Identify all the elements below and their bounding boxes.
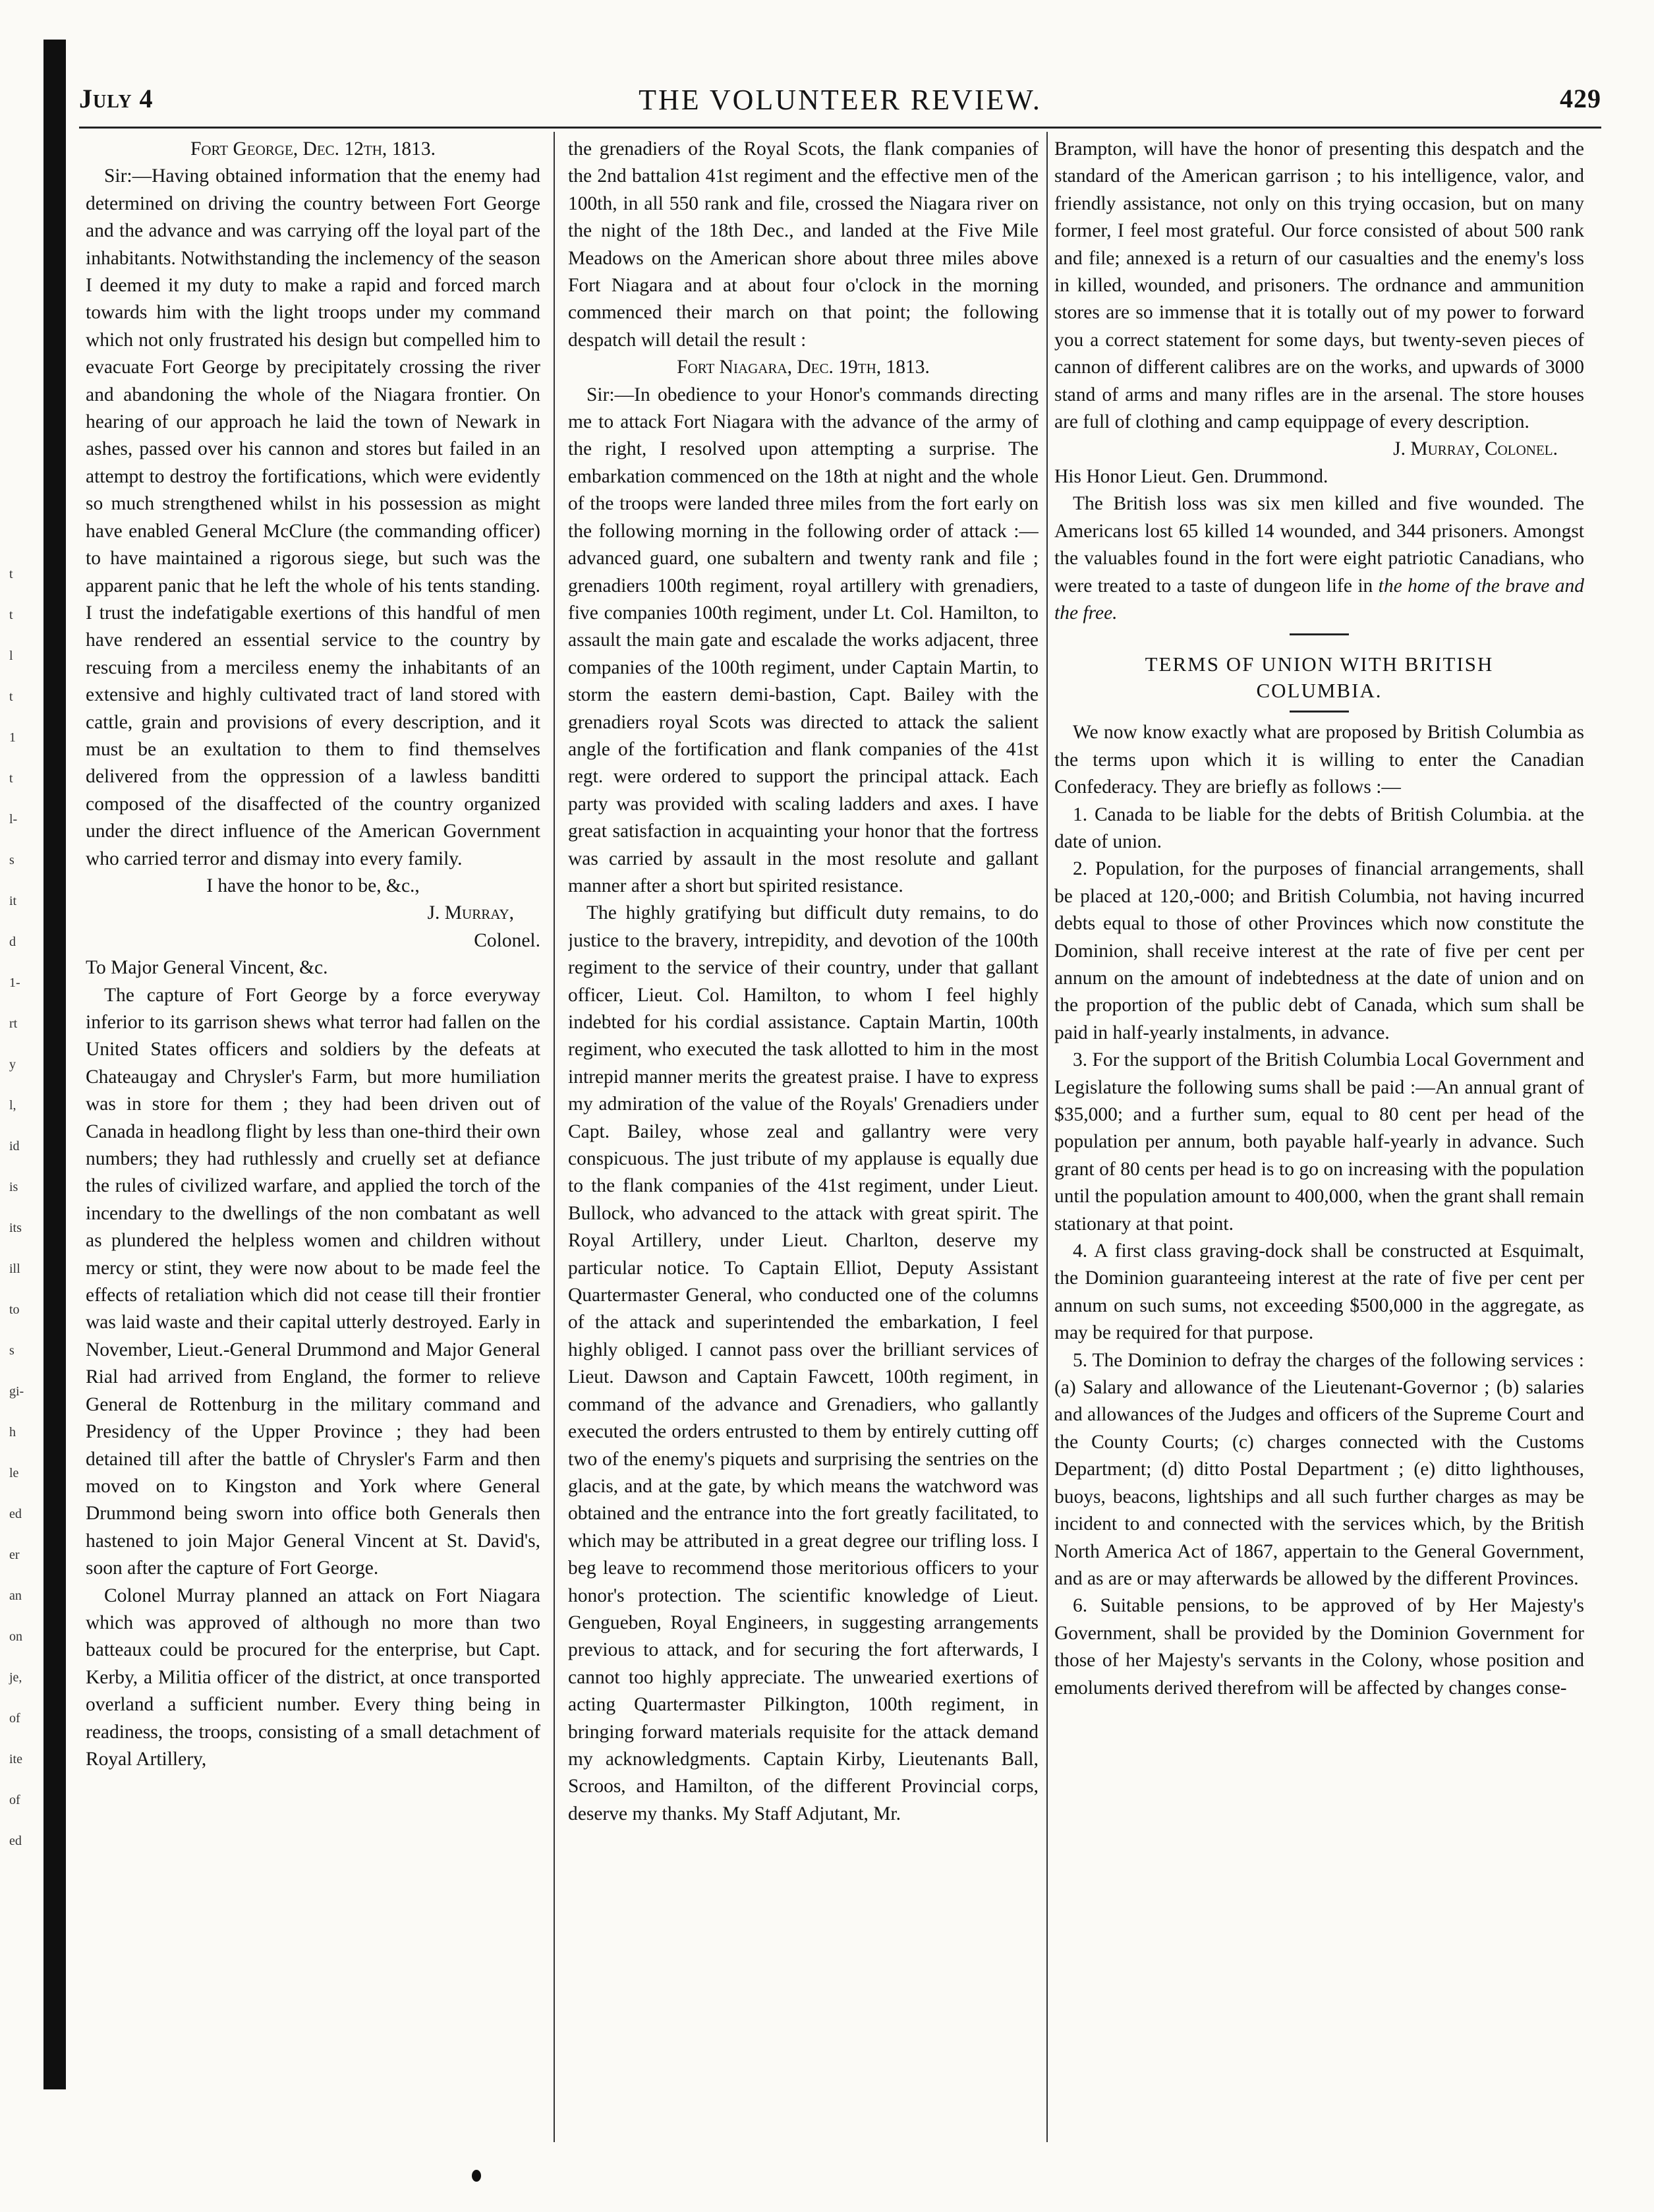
addressee: His Honor Lieut. Gen. Drummond. xyxy=(1054,465,1328,487)
ink-blot xyxy=(472,2170,481,2182)
margin-fragment: t xyxy=(9,771,13,786)
section-rule xyxy=(1290,633,1349,635)
page-number: 429 xyxy=(1560,84,1601,113)
margin-fragment: rt xyxy=(9,1016,18,1031)
margin-fragment: an xyxy=(9,1588,22,1603)
margin-fragment: je, xyxy=(9,1670,22,1685)
paragraph: The highly gratifying but difficult duty remains, to do justice to the bravery, intrepidity, and devotion of the 100th regiment to the service of their country, under that gallant officer, Lieut. Col. Hamilton, to whom I feel highly indebted for his cordial assistance. Captain Martin, 100th regiment, who executed the task allotted to him in the most intrepid manner merits the greatest praise. I have to express my admiration of the value of the Royals' Grenadiers under Capt. Bailey, whose zeal and gallantry were very conspicuous. The just tribute of my applause is equally due to the flank companies of the 41st regiment, under Lieut. Bullock, who advanced to the attack with great spirit. The Royal Artillery, under Lieut. Charlton, deserve my particular notice. To Captain Elliot, Deputy Assistant Quartermaster General, who conducted one of the columns of the attack and superintended the embarkation, I feel highly obliged. I cannot pass over the brilliant services of Lieut. Dawson and Captain Fawcett, 100th regiment, in command of the advance and Grenadiers, who gallantly executed the orders entrusted to them by entirely cutting off two of the enemy's piquets and surprising the sentries on the glacis, and at the gate, by which means the watchword was obtained and the entrance into the fort greatly facilitated, to which may be attributed in a great degree our trifling loss. I beg leave to recommend those meritorious officers to your honor's protection. The scientific knowledge of Lieut. Gengueben, Royal Engineers, in suggesting arrangements previous to attack, and for securing the fort afterwards, I cannot too highly appreciate. The unwearied exertions of acting Quartermaster Pilkington, 100th regiment, in bringing forward materials requisite for the attack demand my acknowledgments. Captain Kirby, Lieutenants Ball, Scroos, and Hamilton, of the different Provincial corps, deserve my thanks. My Staff Adjutant, Mr. xyxy=(568,902,1039,1824)
paragraph: The capture of Fort George by a force everyway inferior to its garrison shews what terror had fallen on the United States officers and soldiers by the defeats at Chateaugay and Chrysler's Farm, but more humiliation was in store for them ; they had been driven out of Canada in headlong flight by less than one-third their own numbers; they had ruthlessly and cruelly set at defiance the rules of civilized warfare, and applied the torch of the incendary to the dwellings of the non combatant as well as plundered the helpless women and children without mercy or stint, they were now about to be made feel the effects of retaliation which did not cease till their frontier was laid waste and their capital utterly destroyed. Early in November, Lieut.-General Drummond and Major General Rial had arrived from England, the former to relieve General de Rottenburg in the military command and Presidency of the Upper Province ; they had been detained till after the battle of Chrysler's Farm and then moved on to Kingston and York where General Drummond being sworn into office both Generals then hastened to join Major General Vincent at St. David's, soon after the capture of Fort George. xyxy=(86,984,540,1579)
margin-fragment: on xyxy=(9,1629,22,1644)
issue-date: July 4 xyxy=(79,84,154,113)
section-title: TERMS OF UNION WITH BRITISH xyxy=(1145,653,1494,676)
margin-fragment: l, xyxy=(9,1098,16,1113)
paragraph: Sir:—Having obtained information that the enemy had determined on driving the country between Fort George and the advance and was carrying off the loyal part of the inhabitants. Notwithstanding the inclemency of the season I deemed it my duty to make a rapid and forced march towards him with the light troops under my command which not only frustrated his design but compelled him to evacuate Fort George by precipitately crossing the river and abandoning the whole of the Niagara frontier. On hearing of our approach he laid the town of Newark in ashes, passed over his cannon and stores but failed in an attempt to destroy the fortifications, which were evidently so much strengthened whilst in his possession as might have enabled General McClure (the commanding officer) to have maintained a rigorous siege, but such was the apparent panic that he left the whole of his tents standing. I trust the indefatigable exertions of this handful of men have rendered an essential service to the country by rescuing from a merciless enemy the inhabitants of an extensive and highly cultivated tract of land stored with cattle, grain and provisions of every description, and it must be an exultation to them to find themselves delivered from the oppression of a lawless banditti composed of the disaffected of the country organized under the direct influence of the American Government who carried terror and dismay into every family. xyxy=(86,165,540,869)
signature: J. Murray, Colonel. xyxy=(1393,438,1558,460)
margin-fragment: l- xyxy=(9,812,18,827)
margin-fragment: its xyxy=(9,1221,22,1235)
margin-fragment: t xyxy=(9,567,13,581)
column-3 xyxy=(1054,136,1584,2134)
margin-fragment: of xyxy=(9,1711,20,1726)
paragraph: We now know exactly what are proposed by British Columbia as the terms upon which it is willing to enter the Canadian Confederacy. They are briefly as follows :— xyxy=(1054,722,1584,798)
term-item: 6. Suitable pensions, to be approved of by Her Majesty's Government, shall be provided by the Dominion Government for those of her Majesty's servants in the Colony, whose position and emoluments derived therefrom will be affected by changes conse- xyxy=(1054,1595,1584,1699)
margin-fragment: s xyxy=(9,853,14,867)
margin-fragment: ed xyxy=(9,1507,22,1521)
paragraph: Sir:—In obedience to your Honor's commands directing me to attack Fort Niagara with the advance of the army of the right, I resolved upon attempting a surprise. The embarkation commenced on the 18th at night and the whole of the troops were landed three miles from the fort early on the following morning in the following order of attack :—advanced guard, one subaltern and twenty rank and file ; grenadiers 100th regiment, royal artillery with grenadiers, five companies 100th regiment, under Lt. Col. Hamilton, to assault the main gate and escalade the works adjacent, three companies of the 100th regiment, under Captain Martin, to storm the eastern demi-bastion, Capt. Bailey with the grenadiers royal Scots was directed to attack the salient angle of the fortification and flank companies of the 41st regt. were ordered to support the principal attack. Each party was provided with scaling ladders and axes. I have great satisfaction in acquainting your honor that the fortress was carried by assault in the most resolute and gallant manner after a short but spirited resistance. xyxy=(568,384,1039,896)
margin-fragment: ed xyxy=(9,1834,22,1848)
paragraph-text: The British loss was six men killed and five wounded. The Americans lost 65 killed 14 wounded, and 344 prisoners. Amongst the valuables found in the fort were eight patriotic Canadians, who were treated to a taste of dungeon life in xyxy=(1054,493,1584,597)
margin-fragment: to xyxy=(9,1302,20,1317)
paragraph: Brampton, will have the honor of presenting this despatch and the standard of the American garrison ; to his intelligence, valor, and friendly assistance, not only on this trying occasion, but on many former, I feel most grateful. Our force consisted of about 500 rank and file; annexed is a return of our casualties and the enemy's loss in killed, wounded, and prisoners. The ordnance and ammunition stores are so immense that it is totally out of my power to forward you a correct statement for some days, but twenty-seven pieces of cannon of different calibres are on the works, and upwards of 3000 stand of arms and many rifles are in the arsenal. The store houses are full of clothing and camp equippage of every description. xyxy=(1054,138,1584,433)
margin-fragment: h xyxy=(9,1425,16,1440)
section-title-line-2: COLUMBIA. xyxy=(1256,679,1383,703)
signature-name: J. Murray, xyxy=(427,902,514,924)
header-rule xyxy=(79,127,1601,129)
left-margin-fragments xyxy=(0,0,43,2212)
page-header xyxy=(79,78,1601,123)
margin-fragment: ill xyxy=(9,1262,20,1276)
term-item: 1. Canada to be liable for the debts of British Columbia. at the date of union. xyxy=(1054,803,1584,852)
margin-fragment: 1- xyxy=(9,975,20,990)
margin-fragment: ite xyxy=(9,1752,22,1766)
column-1 xyxy=(86,136,540,2134)
margin-fragment: s xyxy=(9,1343,14,1358)
margin-fragment: l xyxy=(9,649,13,663)
section-rule xyxy=(1290,711,1349,713)
italic-phrase: the home of the brave and the free. xyxy=(1054,575,1584,624)
paragraph: Colonel Murray planned an attack on Fort Niagara which was approved of although no more than two batteaux could be procured for the enterprise, but Capt. Kerby, a Militia officer of the district, at once transported overland a sufficient number. Every thing being in readiness, the troops, consisting of a small detachment of Royal Artillery, xyxy=(86,1585,540,1770)
margin-fragment: t xyxy=(9,608,13,622)
addressee: To Major General Vincent, &c. xyxy=(86,957,328,979)
margin-fragment: d xyxy=(9,935,16,949)
masthead-title: THE VOLUNTEER REVIEW. xyxy=(639,84,1042,116)
margin-fragment: is xyxy=(9,1180,18,1194)
dateline: Fort George, Dec. 12th, 1813. xyxy=(190,138,436,160)
column-2 xyxy=(568,136,1039,2134)
paragraph: the grenadiers of the Royal Scots, the flank companies of the 2nd battalion 41st regiment and the effective men of the 100th, in all 550 rank and file, crossed the Niagara river on the night of the 18th Dec., and landed at the Five Mile Meadows on the American shore about three miles above Fort Niagara and at about four o'clock in the morning commenced their march on that point; the following despatch will detail the result : xyxy=(568,138,1039,351)
margin-fragment: gi- xyxy=(9,1384,24,1399)
signature-rank: Colonel. xyxy=(474,929,540,951)
term-item: 4. A first class graving-dock shall be constructed at Esquimalt, the Dominion guaranteeing interest at the rate of five per cent per annum on such sums, not exceeding $500,000 in the aggregate, as may be required for that purpose. xyxy=(1054,1240,1584,1344)
closing: I have the honor to be, &c., xyxy=(206,875,420,896)
dateline: Fort Niagara, Dec. 19th, 1813. xyxy=(677,357,930,378)
column-divider xyxy=(1046,132,1048,2142)
term-item: 3. For the support of the British Columbia Local Government and Legislature the following sums shall be paid :—An annual grant of $35,000; and a further sum, equal to 80 cent per head of the population per annum, both payable half-yearly in advance. Such grant of 80 cents per head is to go on increasing with the population until the population amount to 400,000, when the grant shall remain stationary at that point. xyxy=(1054,1049,1584,1235)
margin-fragment: y xyxy=(9,1057,16,1072)
margin-fragment: it xyxy=(9,894,17,908)
column-divider xyxy=(554,132,555,2142)
margin-fragment: of xyxy=(9,1793,20,1807)
margin-fragment: t xyxy=(9,689,13,704)
binding-edge xyxy=(43,40,66,2089)
paragraph xyxy=(1054,490,1584,627)
margin-fragment: le xyxy=(9,1466,19,1480)
margin-fragment: 1 xyxy=(9,730,16,745)
margin-fragment: er xyxy=(9,1548,20,1562)
margin-fragment: id xyxy=(9,1139,20,1153)
term-item: 2. Population, for the purposes of financial arrangements, shall be placed at 120,-000; and British Columbia, not having incurred debts equal to those of other Provinces which now constitute the Dominion, shall receive interest at the rate of five per cent per annum on the amount of indebtedness at the date of union and on the proportion of the public debt of Canada, which sum shall be paid in half-yearly instalments, in advance. xyxy=(1054,858,1584,1043)
term-item: 5. The Dominion to defray the charges of the following services : (a) Salary and allowance of the Lieutenant-Governor ; (b) salaries and allowances of the Judges and officers of the Supreme Court and the County Courts; (c) charges connected with the Customs Department; (d) ditto Postal Department ; (e) ditto lighthouses, buoys, beacons, lightships and all such further charges as may be incident to and connected with the services which, by the British North America Act of 1867, appertain to the General Government, and as are or may afterwards be allowed by the different Provinces. xyxy=(1054,1349,1584,1589)
